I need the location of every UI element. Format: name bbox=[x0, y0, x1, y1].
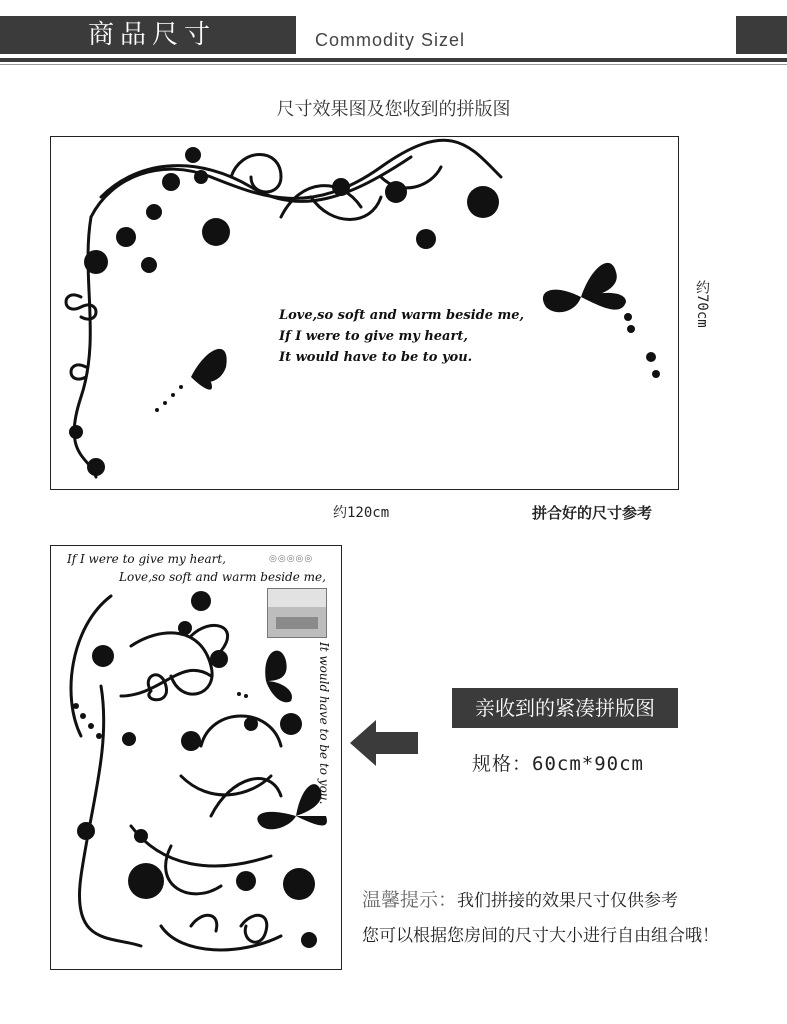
section-caption: 尺寸效果图及您收到的拼版图 bbox=[276, 99, 511, 120]
butterfly-small bbox=[155, 349, 227, 412]
header-title-block bbox=[0, 16, 296, 54]
reference-label: 拼合好的尺寸参考 bbox=[532, 504, 653, 522]
received-sheet bbox=[50, 545, 342, 970]
page-title: 商品尺寸 bbox=[87, 20, 216, 50]
poem-line: If I were to give my heart, bbox=[279, 329, 468, 344]
sheet-line-1: If I were to give my heart, bbox=[67, 552, 226, 566]
assembled-preview bbox=[50, 136, 679, 490]
room-photo bbox=[267, 588, 327, 638]
width-label: 约120cm bbox=[333, 505, 390, 521]
tip-line-2: 您可以根据您房间的尺寸大小进行自由组合哦！ bbox=[362, 926, 719, 946]
tip-label: 温馨提示： bbox=[362, 889, 458, 911]
toolbar-icons: ◎◎◎◎◎ bbox=[269, 554, 314, 564]
butterfly-large bbox=[543, 263, 660, 378]
poem-text bbox=[279, 305, 524, 368]
page-subtitle: Commodity Sizel bbox=[315, 30, 466, 50]
header-divider-thin bbox=[0, 64, 787, 65]
header-divider bbox=[0, 58, 787, 62]
tip-line-1 bbox=[362, 885, 678, 912]
sheet-line-3: It would have to be to you. bbox=[317, 642, 331, 805]
spec-text: 规格：60cm*90cm bbox=[472, 753, 644, 775]
sheet-line-2: Love,so soft and warm beside me, bbox=[119, 570, 326, 584]
poem-line: It would have to be to you. bbox=[279, 350, 473, 365]
height-label: 约70cm bbox=[694, 280, 710, 328]
header-accent-block bbox=[736, 16, 787, 54]
sheet-tag: 亲收到的紧凑拼版图 bbox=[452, 688, 678, 728]
tip-text: 我们拼接的效果尺寸仅供参考 bbox=[457, 891, 679, 911]
arrow-left-icon bbox=[350, 718, 420, 768]
poem-line: Love,so soft and warm beside me, bbox=[279, 308, 525, 323]
